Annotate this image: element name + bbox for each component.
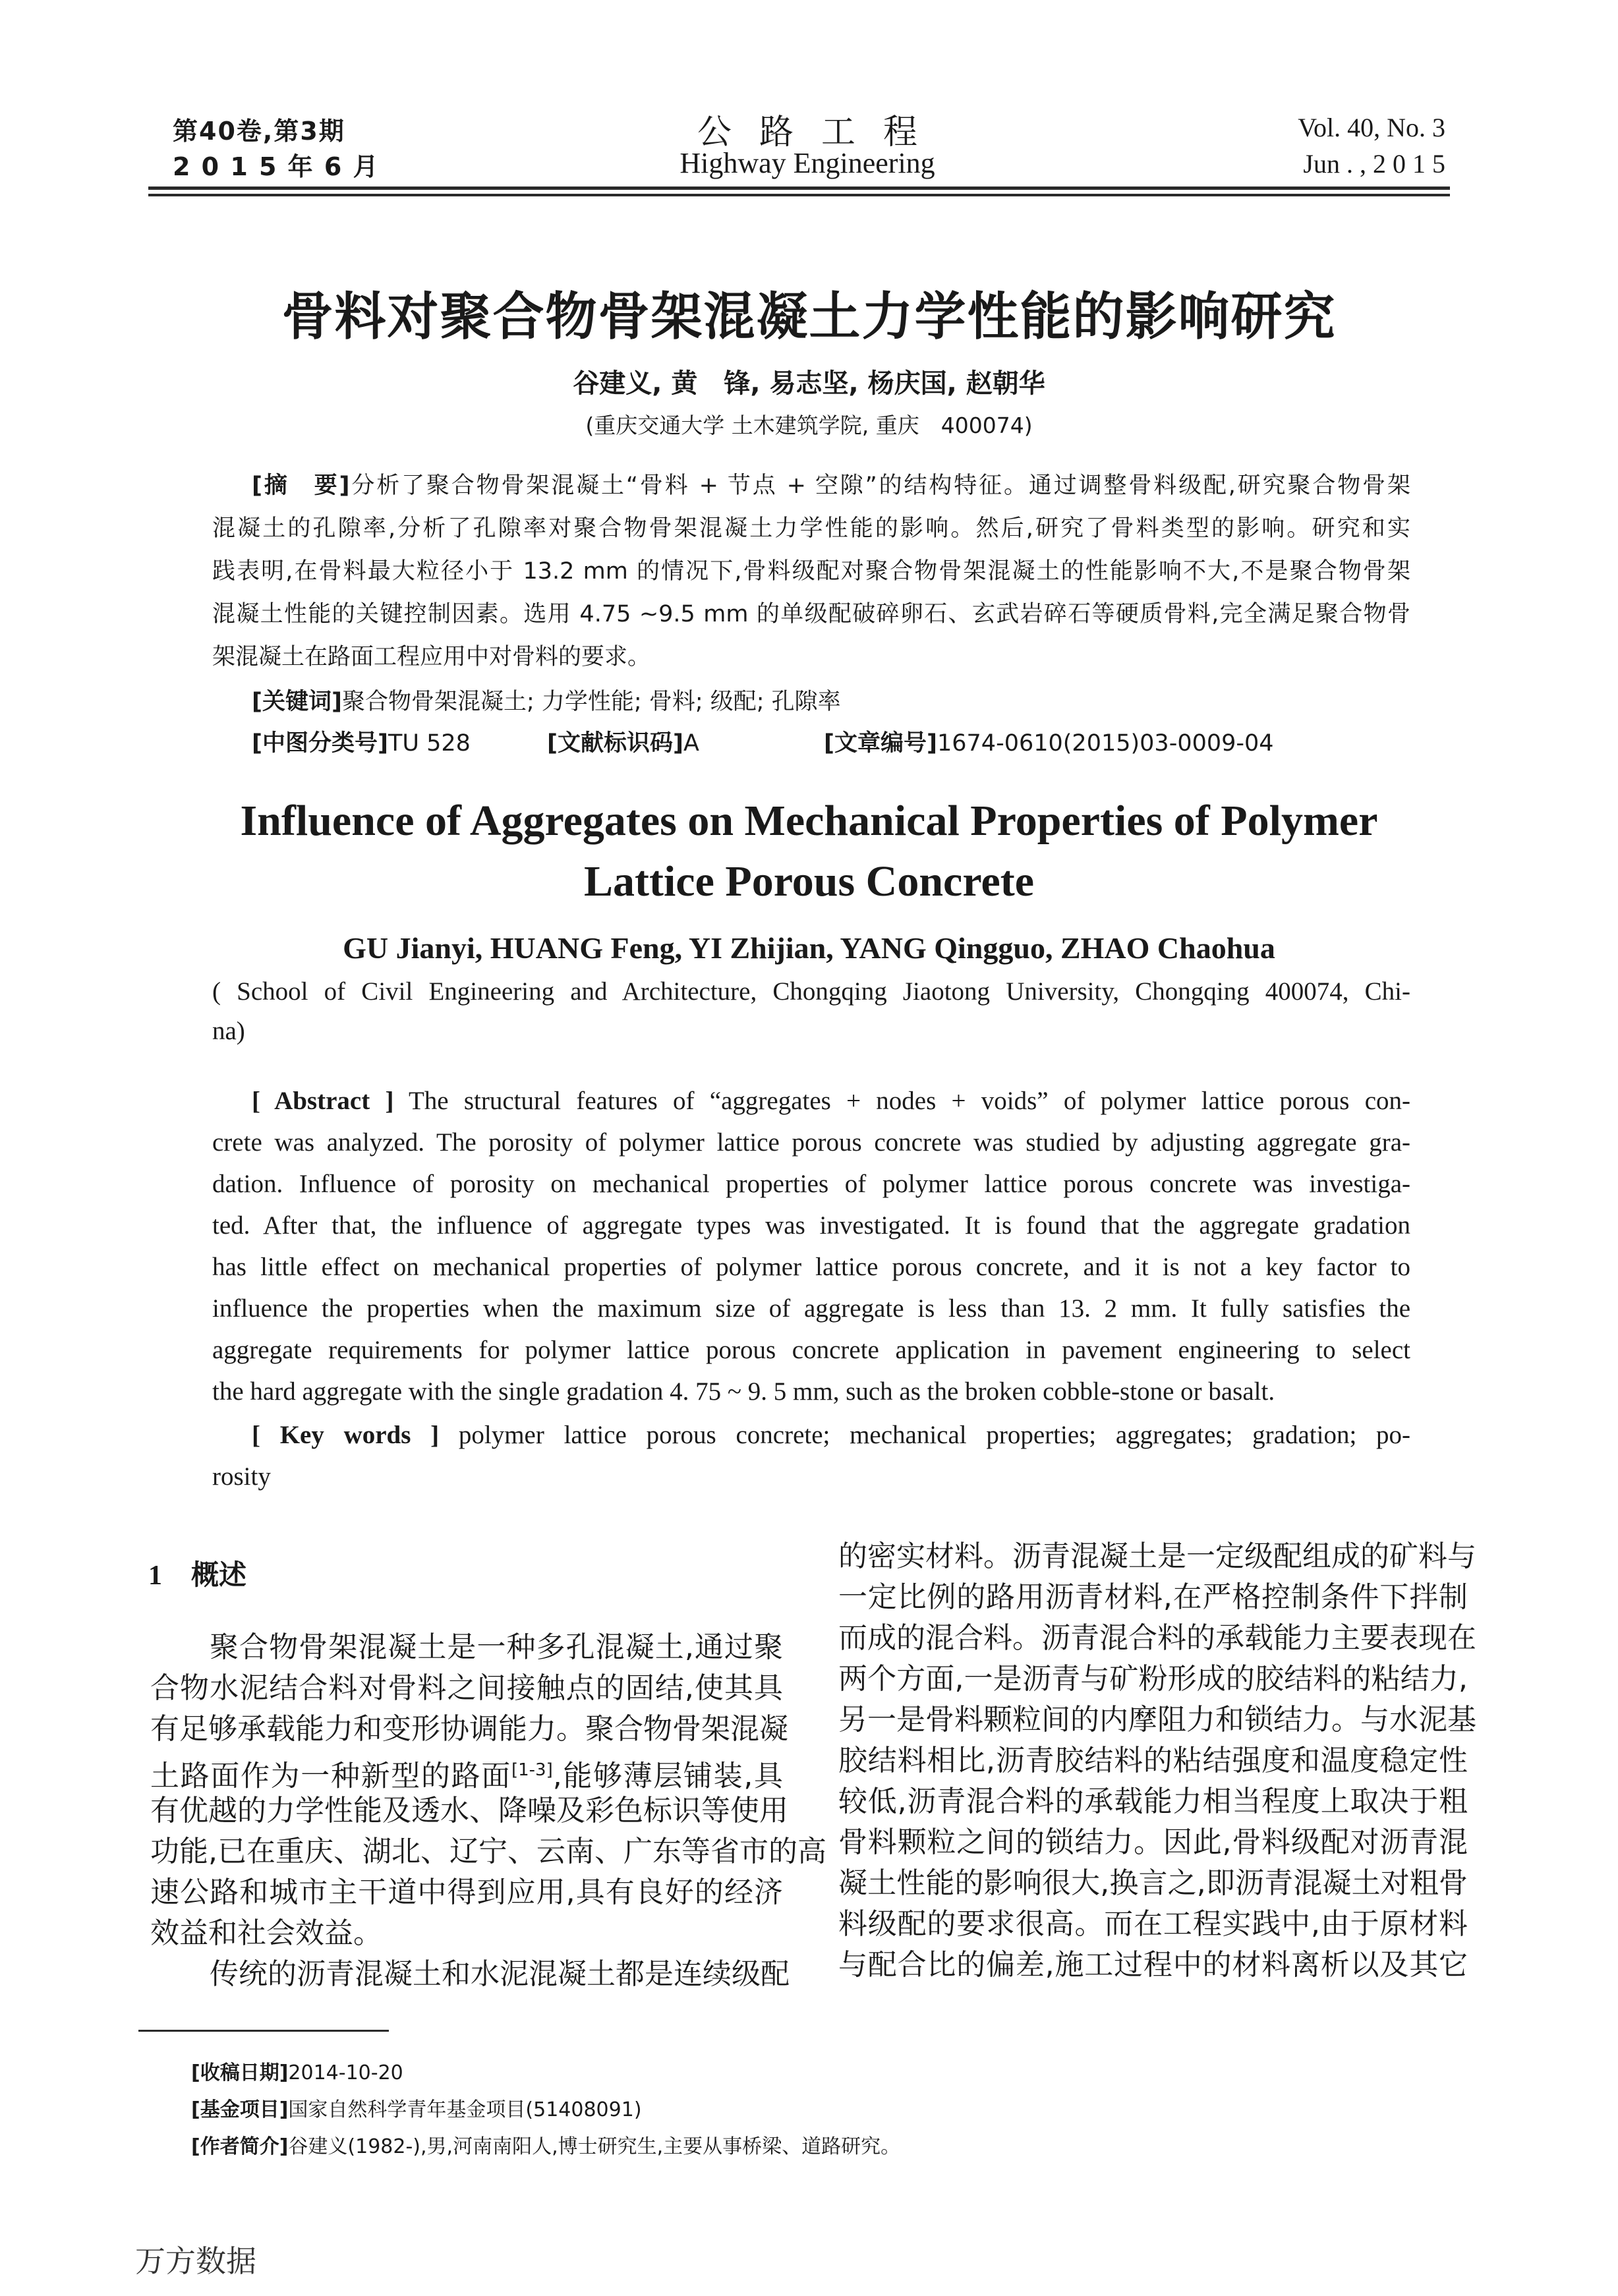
date-en: Jun . , 2 0 1 5 — [1303, 149, 1445, 179]
section-heading — [148, 1553, 246, 1593]
keywords-cn-label: [关键词] — [252, 689, 342, 715]
paper-title-en-line2: Lattice Porous Concrete — [583, 857, 1035, 905]
footnote-received: [收稿日期]2014-10-20 — [191, 2061, 403, 2084]
body-line: 与配合比的偏差,施工过程中的材料离析以及其它 — [838, 1948, 1468, 1982]
date-cn: 2 0 1 5 年 6 月 — [173, 152, 380, 181]
abstract-en-line: ted. After that, the influence of aggregate types was investigated. It is found that the aggregate gradation — [212, 1211, 1410, 1240]
article-number: [文章编号]1674-0610(2015)03-0009-04 — [824, 730, 1274, 757]
body-line: 胶结料相比,沥青胶结料的粘结强度和温度稳定性 — [838, 1744, 1468, 1777]
body-line: 有优越的力学性能及透水、降噪及彩色标识等使用 — [150, 1794, 788, 1827]
authors-en: GU Jianyi, HUANG Feng, YI Zhijian, YANG Qingguo, ZHAO Chaohua — [343, 931, 1275, 965]
paper-title-en-line1: Influence of Aggregates on Mechanical Properties of Polymer — [240, 797, 1378, 845]
affiliation-en-line1: ( School of Civil Engineering and Architecture, Chongqing Jiaotong University, Chongqing 400074, Chi- — [212, 977, 1410, 1006]
abstract-en-line: crete was analyzed. The porosity of polymer lattice porous concrete was studied by adjusting aggregate gra- — [212, 1128, 1410, 1157]
abstract-en-line: influence the properties when the maximum size of aggregate is less than 13. 2 mm. It fully satisfies the — [212, 1294, 1410, 1323]
header-rule-top — [148, 187, 1450, 190]
body-line: 的密实材料。沥青混凝土是一定级配组成的矿料与 — [838, 1539, 1476, 1573]
body-line: 聚合物骨架混凝土是一种多孔混凝土,通过聚 — [210, 1630, 783, 1664]
body-line: 传统的沥青混凝土和水泥混凝土都是连续级配 — [210, 1957, 790, 1991]
document-code: [文献标识码]A — [547, 730, 699, 757]
journal-name-cn: 公路工程 — [697, 113, 945, 152]
section-title: 概述 — [191, 1559, 247, 1591]
keywords-en-label: [ Key words ] — [252, 1421, 440, 1449]
abstract-en-line: the hard aggregate with the single gradation 4. 75 ~ 9. 5 mm, such as the broken cobble-stone or basalt. — [212, 1377, 1275, 1406]
header-rule-bottom — [148, 194, 1450, 196]
body-line: 两个方面,一是沥青与矿粉形成的胶结料的粘结力, — [838, 1662, 1468, 1696]
footnote-funding: [基金项目]国家自然科学青年基金项目(51408091) — [191, 2098, 642, 2121]
keywords-en-line2: rosity — [212, 1462, 271, 1491]
authors-cn: 谷建义, 黄 锋, 易志坚, 杨庆国, 赵朝华 — [573, 368, 1045, 399]
keywords-en-line1: [ Key words ] polymer lattice porous concrete; mechanical properties; aggregates; gradation; po- — [252, 1421, 1410, 1449]
body-line: 有足够承载能力和变形协调能力。聚合物骨架混凝 — [150, 1712, 788, 1746]
abstract-en-line: [ Abstract ] The structural features of “aggregates + nodes + voids” of polymer lattice porous con- — [252, 1087, 1411, 1115]
affiliation-en-line2: na) — [212, 1017, 245, 1045]
abstract-cn-label: [摘 要] — [252, 473, 350, 499]
journal-name-en: Highway Engineering — [679, 147, 935, 179]
abstract-cn-line: 践表明,在骨料最大粒径小于 13.2 mm 的情况下,骨料级配对聚合物骨架混凝土的性能影响不大,不是聚合物骨架 — [212, 558, 1410, 585]
watermark-wanfang: 万方数据 — [135, 2243, 256, 2279]
footnote-author-bio: [作者简介]谷建义(1982-),男,河南南阳人,博士研究生,主要从事桥梁、道路研究。 — [191, 2135, 901, 2158]
keywords-cn: [关键词]聚合物骨架混凝土; 力学性能; 骨料; 级配; 孔隙率 — [252, 689, 841, 715]
abstract-cn-line: 混凝土性能的关键控制因素。选用 4.75 ~9.5 mm 的单级配破碎卵石、玄武岩碎石等硬质骨料,完全满足聚合物骨 — [212, 601, 1410, 627]
body-line: 合物水泥结合料对骨料之间接触点的固结,使其具 — [150, 1671, 784, 1705]
body-line: 料级配的要求很高。而在工程实践中,由于原材料 — [838, 1907, 1468, 1941]
abstract-en-line: has little effect on mechanical properties of polymer lattice porous concrete, and it is not a key factor to — [212, 1253, 1410, 1281]
body-line: 土路面作为一种新型的路面[1-3],能够薄层铺装,具 — [150, 1759, 783, 1793]
clc-number: [中图分类号]TU 528 — [252, 730, 471, 757]
volume-issue-cn: 第40卷,第3期 — [173, 117, 345, 146]
abstract-en-line: dation. Influence of porosity on mechanical properties of polymer lattice porous concrete was investiga- — [212, 1170, 1410, 1198]
body-line: 速公路和城市主干道中得到应用,具有良好的经济 — [150, 1876, 783, 1909]
abstract-cn-line: 架混凝土在路面工程应用中对骨料的要求。 — [212, 644, 651, 670]
abstract-en-line: aggregate requirements for polymer lattice porous concrete application in pavement engineering to select — [212, 1336, 1410, 1364]
footnote-rule — [138, 2030, 389, 2032]
body-line: 骨料颗粒之间的锁结力。因此,骨料级配对沥青混 — [838, 1825, 1468, 1859]
body-line: 功能,已在重庆、湖北、辽宁、云南、广东等省市的高 — [150, 1835, 826, 1868]
abstract-cn-line: 混凝土的孔隙率,分析了孔隙率对聚合物骨架混凝土力学性能的影响。然后,研究了骨料类型的影响。研究和实 — [212, 515, 1410, 542]
volume-issue-en: Vol. 40, No. 3 — [1298, 113, 1445, 142]
section-number: 1 — [148, 1561, 162, 1591]
citation-ref: [1-3] — [511, 1760, 553, 1780]
body-line: 效益和社会效益。 — [150, 1916, 382, 1950]
body-line: 一定比例的路用沥青材料,在严格控制条件下拌制 — [838, 1580, 1468, 1614]
affiliation-cn: (重庆交通大学 土木建筑学院, 重庆 400074) — [585, 413, 1033, 438]
paper-title-cn: 骨料对聚合物骨架混凝土力学性能的影响研究 — [281, 287, 1337, 347]
abstract-en-label: [ Abstract ] — [252, 1087, 394, 1115]
body-line: 较低,沥青混合料的承载能力相当程度上取决于粗 — [838, 1785, 1468, 1818]
abstract-cn-line: [摘 要]分析了聚合物骨架混凝土“骨料 + 节点 + 空隙”的结构特征。通过调整骨料级配,研究聚合物骨架 — [252, 473, 1410, 499]
body-line: 而成的混合料。沥青混合料的承载能力主要表现在 — [838, 1621, 1476, 1655]
body-line: 另一是骨料颗粒间的内摩阻力和锁结力。与水泥基 — [838, 1703, 1476, 1736]
body-line: 凝土性能的影响很大,换言之,即沥青混凝土对粗骨 — [838, 1866, 1468, 1900]
